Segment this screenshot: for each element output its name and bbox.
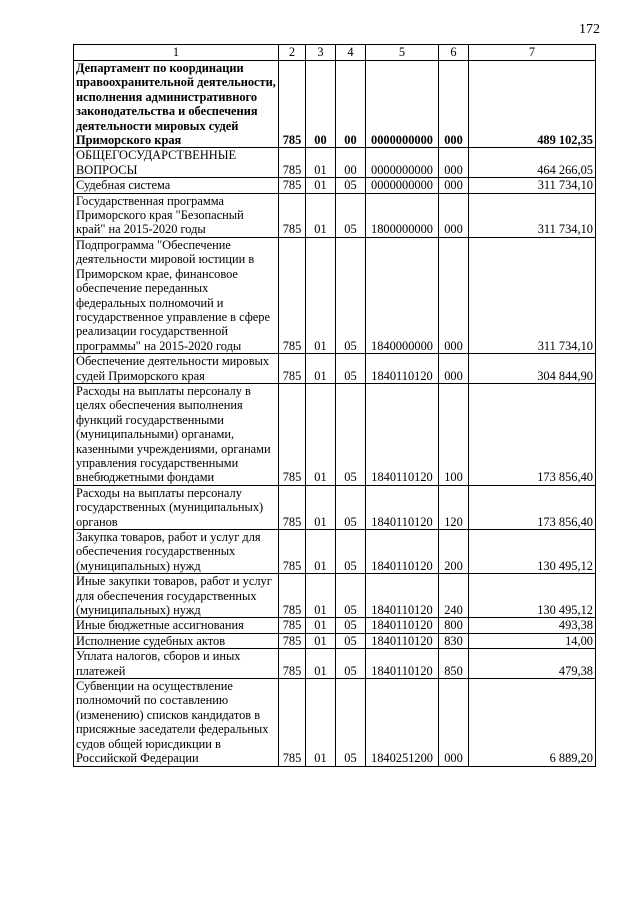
table-row	[74, 193, 596, 237]
cell-sum: 479,38	[469, 649, 596, 679]
cell-pr: 05	[336, 679, 366, 766]
cell-sum: 130 495,12	[469, 530, 596, 574]
column-header-pr: 4	[336, 45, 366, 61]
table-row	[74, 148, 596, 178]
cell-csr: 1840110120	[366, 530, 439, 574]
cell-csr: 1840110120	[366, 383, 439, 485]
column-header-name: 1	[74, 45, 279, 61]
table-row	[74, 530, 596, 574]
cell-ved: 785	[279, 633, 306, 648]
cell-rz: 01	[306, 679, 336, 766]
cell-name: Департамент по координации правоохранительной деятельности, исполнения административного законодательства и обеспечения деятельности мировых судей Приморского края	[74, 61, 279, 148]
cell-sum: 464 266,05	[469, 148, 596, 178]
cell-name: Иные закупки товаров, работ и услуг для обеспечения государственных (муниципальных) нужд	[74, 574, 279, 618]
cell-name: Уплата налогов, сборов и иных платежей	[74, 649, 279, 679]
cell-vr: 850	[439, 649, 469, 679]
cell-ved: 785	[279, 148, 306, 178]
cell-vr: 800	[439, 618, 469, 633]
table-row	[74, 61, 596, 148]
cell-pr: 05	[336, 649, 366, 679]
cell-rz: 01	[306, 383, 336, 485]
cell-pr: 05	[336, 178, 366, 193]
cell-pr: 05	[336, 237, 366, 353]
cell-ved: 785	[279, 237, 306, 353]
cell-name: Субвенции на осуществление полномочий по составлению (изменению) списков кандидатов в присяжные заседатели федеральных судов общей юрисдикции в Российской Федерации	[74, 679, 279, 766]
cell-csr: 1840110120	[366, 618, 439, 633]
column-header-ved: 2	[279, 45, 306, 61]
cell-rz: 01	[306, 178, 336, 193]
cell-sum: 14,00	[469, 633, 596, 648]
cell-csr: 1840110120	[366, 574, 439, 618]
cell-pr: 05	[336, 383, 366, 485]
cell-vr: 120	[439, 485, 469, 529]
cell-name: Государственная программа Приморского края "Безопасный край" на 2015-2020 годы	[74, 193, 279, 237]
page-number: 172	[579, 22, 600, 37]
cell-ved: 785	[279, 530, 306, 574]
cell-sum: 173 856,40	[469, 485, 596, 529]
header-row	[74, 45, 596, 61]
cell-rz: 01	[306, 193, 336, 237]
cell-rz: 01	[306, 633, 336, 648]
cell-name: Исполнение судебных актов	[74, 633, 279, 648]
cell-csr: 0000000000	[366, 61, 439, 148]
cell-name: ОБЩЕГОСУДАРСТВЕННЫЕ ВОПРОСЫ	[74, 148, 279, 178]
cell-sum: 130 495,12	[469, 574, 596, 618]
cell-vr: 100	[439, 383, 469, 485]
cell-vr: 000	[439, 61, 469, 148]
cell-name: Обеспечение деятельности мировых судей Приморского края	[74, 354, 279, 384]
cell-pr: 05	[336, 618, 366, 633]
cell-ved: 785	[279, 679, 306, 766]
table-row	[74, 618, 596, 633]
table-row	[74, 354, 596, 384]
column-header-sum: 7	[469, 45, 596, 61]
cell-rz: 01	[306, 237, 336, 353]
cell-csr: 1840110120	[366, 633, 439, 648]
cell-sum: 493,38	[469, 618, 596, 633]
cell-vr: 000	[439, 193, 469, 237]
cell-csr: 1840110120	[366, 649, 439, 679]
cell-sum: 304 844,90	[469, 354, 596, 384]
table-row	[74, 485, 596, 529]
cell-pr: 05	[336, 354, 366, 384]
cell-name: Закупка товаров, работ и услуг для обеспечения государственных (муниципальных) нужд	[74, 530, 279, 574]
cell-ved: 785	[279, 618, 306, 633]
cell-rz: 01	[306, 618, 336, 633]
cell-rz: 00	[306, 61, 336, 148]
cell-csr: 1840110120	[366, 485, 439, 529]
cell-name: Расходы на выплаты персоналу государственных (муниципальных) органов	[74, 485, 279, 529]
cell-ved: 785	[279, 649, 306, 679]
cell-pr: 05	[336, 574, 366, 618]
cell-name: Расходы на выплаты персоналу в целях обеспечения выполнения функций государственными (муниципальными) органами, казенными учреждениями, органами управления государственными внебюджетными фондами	[74, 383, 279, 485]
cell-sum: 6 889,20	[469, 679, 596, 766]
cell-vr: 000	[439, 354, 469, 384]
cell-rz: 01	[306, 148, 336, 178]
cell-rz: 01	[306, 574, 336, 618]
cell-vr: 000	[439, 237, 469, 353]
cell-name: Судебная система	[74, 178, 279, 193]
budget-table	[73, 44, 596, 767]
table-row	[74, 237, 596, 353]
table-row	[74, 574, 596, 618]
cell-sum: 311 734,10	[469, 178, 596, 193]
cell-ved: 785	[279, 574, 306, 618]
cell-ved: 785	[279, 193, 306, 237]
cell-csr: 1840110120	[366, 354, 439, 384]
column-header-rz: 3	[306, 45, 336, 61]
cell-rz: 01	[306, 530, 336, 574]
cell-ved: 785	[279, 354, 306, 384]
cell-rz: 01	[306, 485, 336, 529]
cell-vr: 000	[439, 148, 469, 178]
table-row	[74, 383, 596, 485]
cell-sum: 173 856,40	[469, 383, 596, 485]
cell-sum: 311 734,10	[469, 237, 596, 353]
cell-vr: 000	[439, 679, 469, 766]
table-row	[74, 679, 596, 766]
cell-pr: 05	[336, 530, 366, 574]
cell-csr: 1840251200	[366, 679, 439, 766]
cell-csr: 1840000000	[366, 237, 439, 353]
cell-csr: 0000000000	[366, 178, 439, 193]
cell-pr: 05	[336, 485, 366, 529]
cell-pr: 05	[336, 193, 366, 237]
cell-sum: 489 102,35	[469, 61, 596, 148]
cell-ved: 785	[279, 383, 306, 485]
cell-vr: 000	[439, 178, 469, 193]
cell-rz: 01	[306, 649, 336, 679]
cell-csr: 1800000000	[366, 193, 439, 237]
cell-ved: 785	[279, 178, 306, 193]
cell-vr: 830	[439, 633, 469, 648]
column-header-vr: 6	[439, 45, 469, 61]
cell-name: Иные бюджетные ассигнования	[74, 618, 279, 633]
cell-pr: 05	[336, 633, 366, 648]
column-header-csr: 5	[366, 45, 439, 61]
table-row	[74, 633, 596, 648]
cell-csr: 0000000000	[366, 148, 439, 178]
cell-rz: 01	[306, 354, 336, 384]
cell-name: Подпрограмма "Обеспечение деятельности мировой юстиции в Приморском крае, финансовое обеспечение переданных федеральных полномочий и государственное управление в сфере реализации государственной программы" на 2015-2020 годы	[74, 237, 279, 353]
table-row	[74, 649, 596, 679]
cell-ved: 785	[279, 485, 306, 529]
cell-pr: 00	[336, 148, 366, 178]
cell-sum: 311 734,10	[469, 193, 596, 237]
cell-pr: 00	[336, 61, 366, 148]
cell-vr: 200	[439, 530, 469, 574]
table-row	[74, 178, 596, 193]
cell-vr: 240	[439, 574, 469, 618]
cell-ved: 785	[279, 61, 306, 148]
